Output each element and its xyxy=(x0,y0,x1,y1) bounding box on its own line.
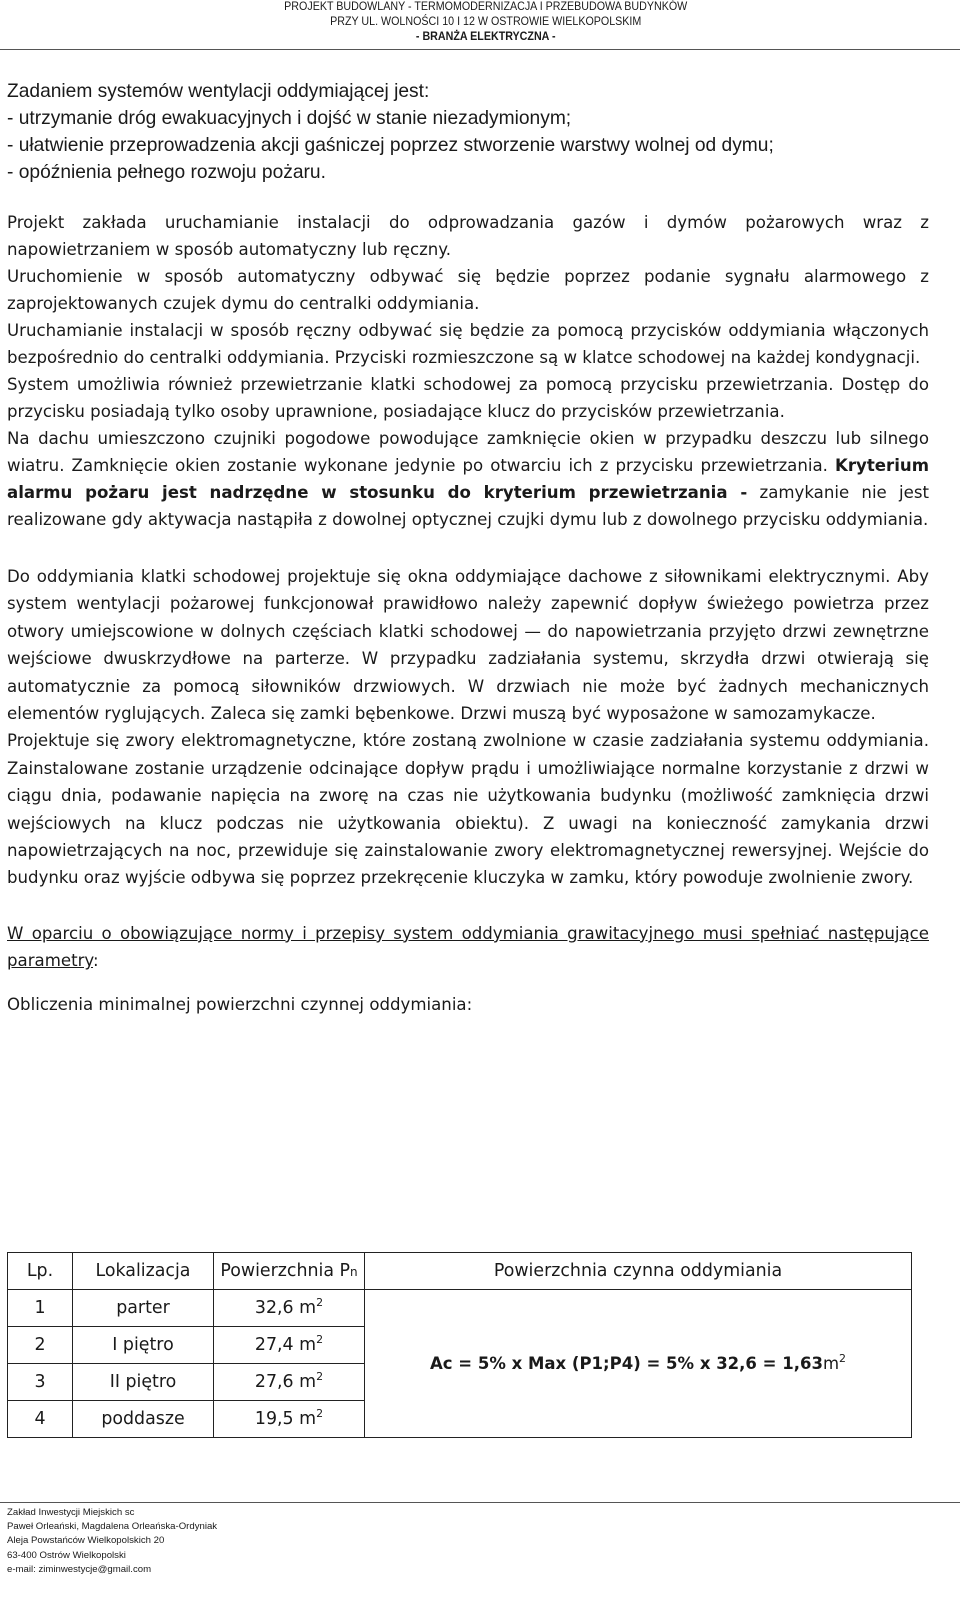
ventilation-goals xyxy=(7,78,929,186)
requirements-heading xyxy=(7,920,929,975)
calc-table xyxy=(7,1252,912,1438)
header-divider xyxy=(0,49,960,50)
page-footer xyxy=(7,1506,217,1577)
paragraph: Projekt zakłada uruchamianie instalacji do odprowadzania gazów i dymów pożarowych wraz z napowietrzaniem w sposób automatyczny lub ręczny. xyxy=(7,213,929,259)
header-branch: - BRANŻA ELEKTRYCZNA - xyxy=(415,31,556,43)
footer-street: Aleja Powstańców Wielkopolskich 20 xyxy=(7,1535,165,1547)
footer-names: Paweł Orleański, Magdalena Orleańska-Ordyniak xyxy=(7,1521,218,1533)
requirements-section xyxy=(7,920,929,1018)
requirements-colon: : xyxy=(93,951,99,971)
paragraph xyxy=(7,425,929,533)
requirements-text: W oparciu o obowiązujące normy i przepisy system oddymiania grawitacyjnego musi spełniać następujące parametry xyxy=(7,923,929,971)
footer-city: 63-400 Ostrów Wielkopolski xyxy=(7,1549,126,1561)
paragraph: Uruchamianie instalacji w sposób ręczny odbywać się będzie za pomocą przycisków oddymiania włączonych bezpośrednio do centralki oddymiania. Przyciski rozmieszczone są w klatce schodowej na każdej kondygnacji. xyxy=(7,321,929,367)
cell-formula xyxy=(365,1290,912,1438)
footer-company: Zakład Inwestycji Miejskich sc xyxy=(7,1507,135,1518)
area-value: 32,6 m xyxy=(254,1298,317,1318)
goal-item: - ułatwienie przeprowadzenia akcji gaśniczej poprzez stworzenie warstwy wolnej od dymu; xyxy=(7,135,774,156)
formula-unit: m xyxy=(822,1354,840,1373)
cell-area xyxy=(214,1290,365,1327)
cell-lp: 2 xyxy=(8,1327,73,1364)
goal-item: - opóźnienia pełnego rozwoju pożaru. xyxy=(7,162,326,183)
paragraph: Uruchomienie w sposób automatyczny odbywać się będzie poprzez podanie sygnału alarmowego z zaprojektowanych czujek dymu do centralki oddymiania. xyxy=(7,267,929,313)
table-row xyxy=(8,1290,912,1327)
text-span: zamykanie nie jest realizowane gdy aktywacja nastąpiła z dowolnej optycznej czujki dymu lub z dowolnego przycisku oddymiania. xyxy=(7,483,929,529)
footer-divider xyxy=(0,1502,960,1503)
goals-intro: Zadaniem systemów wentylacji oddymiającej jest: xyxy=(7,81,430,102)
system-operation-section xyxy=(7,209,929,533)
cell-location: poddasze xyxy=(73,1401,214,1438)
header-area xyxy=(214,1253,365,1290)
calc-title: Obliczenia minimalnej powierzchni czynnej oddymiania: xyxy=(7,994,473,1014)
formula-text: Ac = 5% x Max (P1;P4) = 5% x 32,6 = 1,63 xyxy=(429,1354,823,1373)
formula-exp: 2 xyxy=(839,1352,847,1365)
cell-lp: 3 xyxy=(8,1364,73,1401)
alarm-priority-note: Kryterium alarmu pożaru jest nadrzędne w stosunku do kryterium przewietrzania - xyxy=(7,456,929,502)
paragraph: Do oddymiania klatki schodowej projektuje się okna oddymiające dachowe z siłownikami elektrycznymi. Aby system wentylacji pożarowej funkcjonował prawidłowo należy zapewnić dopływ świeżego powietrza przez otwory umiejscowione w dolnych częściach klatki schodowej — do napowietrzania przyjęto drzwi zewnętrzne wejściowe dwuskrzydłowe na parterze. W przypadku zadziałania systemu, skrzydła drzwi otwierają się automatycznie za pomocą siłowników drzwiowych. W drzwiach nie może być żadnych mechanicznych elementów ryglujących. Zaleca się zamki bębenkowe. Drzwi muszą być wyposażone w samozamykacze. xyxy=(7,567,929,724)
cell-location: parter xyxy=(73,1290,214,1327)
area-exp: 2 xyxy=(316,1333,324,1346)
document-body xyxy=(7,78,929,1018)
goal-item: - utrzymanie dróg ewakuacyjnych i dojść w stanie niezadymionym; xyxy=(7,108,572,129)
header-active-area: Powierzchnia czynna oddymiania xyxy=(365,1253,912,1290)
area-value: 27,6 m xyxy=(254,1372,317,1392)
area-exp: 2 xyxy=(316,1296,324,1309)
cell-lp: 4 xyxy=(8,1401,73,1438)
area-exp: 2 xyxy=(316,1407,324,1420)
cell-location: II piętro xyxy=(73,1364,214,1401)
header-location: Lokalizacja xyxy=(73,1253,214,1290)
cell-area xyxy=(214,1327,365,1364)
page-header xyxy=(284,0,687,45)
header-address: PRZY UL. WOLNOŚCI 10 I 12 W OSTROWIE WIELKOPOLSKIM xyxy=(329,16,641,28)
footer-email: e-mail: ziminwestycje@gmail.com xyxy=(7,1563,152,1575)
cell-lp: 1 xyxy=(8,1290,73,1327)
header-lp: Lp. xyxy=(8,1253,73,1290)
area-exp: 2 xyxy=(316,1370,324,1383)
text-span: Na dachu umieszczono czujniki pogodowe powodujące zamknięcie okien w przypadku deszczu lub silnego wiatru. Zamknięcie okien zostanie wykonane jedynie po otwarciu ich z przycisku przewietrzania. xyxy=(7,429,929,475)
doors-windows-section xyxy=(7,563,929,892)
header-area-sub: n xyxy=(350,1265,358,1279)
paragraph: Projektuje się zwory elektromagnetyczne, które zostaną zwolnione w czasie zadziałania systemu oddymiania. Zainstalowane zostanie urządzenie odcinające dopływ prądu i umożliwiające normalne korzystanie z drzwi w ciągu dnia, podawanie napięcia na zworę na czas nie użytkowania budynku (możliwość zamknięcia drzwi wejściowych na klucz podczas nie użytkowania obiektu). Z uwagi na konieczność zamykania drzwi napowietrzających na noc, przewiduje się zainstalowanie zwory elektromagnetycznej rewersyjnej. Wejście do budynku oraz wyjście odbywa się poprzez przekręcenie kluczyka w zamku, który powoduje zwolnienie zwory. xyxy=(7,731,929,888)
area-value: 19,5 m xyxy=(254,1409,317,1429)
header-area-label: Powierzchnia P xyxy=(220,1261,351,1281)
table-header-row xyxy=(8,1253,912,1290)
paragraph: System umożliwia również przewietrzanie klatki schodowej za pomocą przycisku przewietrzania. Dostęp do przycisku posiadają tylko osoby uprawnione, posiadające klucz do przycisków przewietrzania. xyxy=(7,375,929,421)
cell-location: I piętro xyxy=(73,1327,214,1364)
header-project-title: PROJEKT BUDOWLANY - TERMOMODERNIZACJA I PRZEBUDOWA BUDYNKÓW xyxy=(283,1,687,13)
cell-area xyxy=(214,1364,365,1401)
cell-area xyxy=(214,1401,365,1438)
area-value: 27,4 m xyxy=(254,1335,317,1355)
